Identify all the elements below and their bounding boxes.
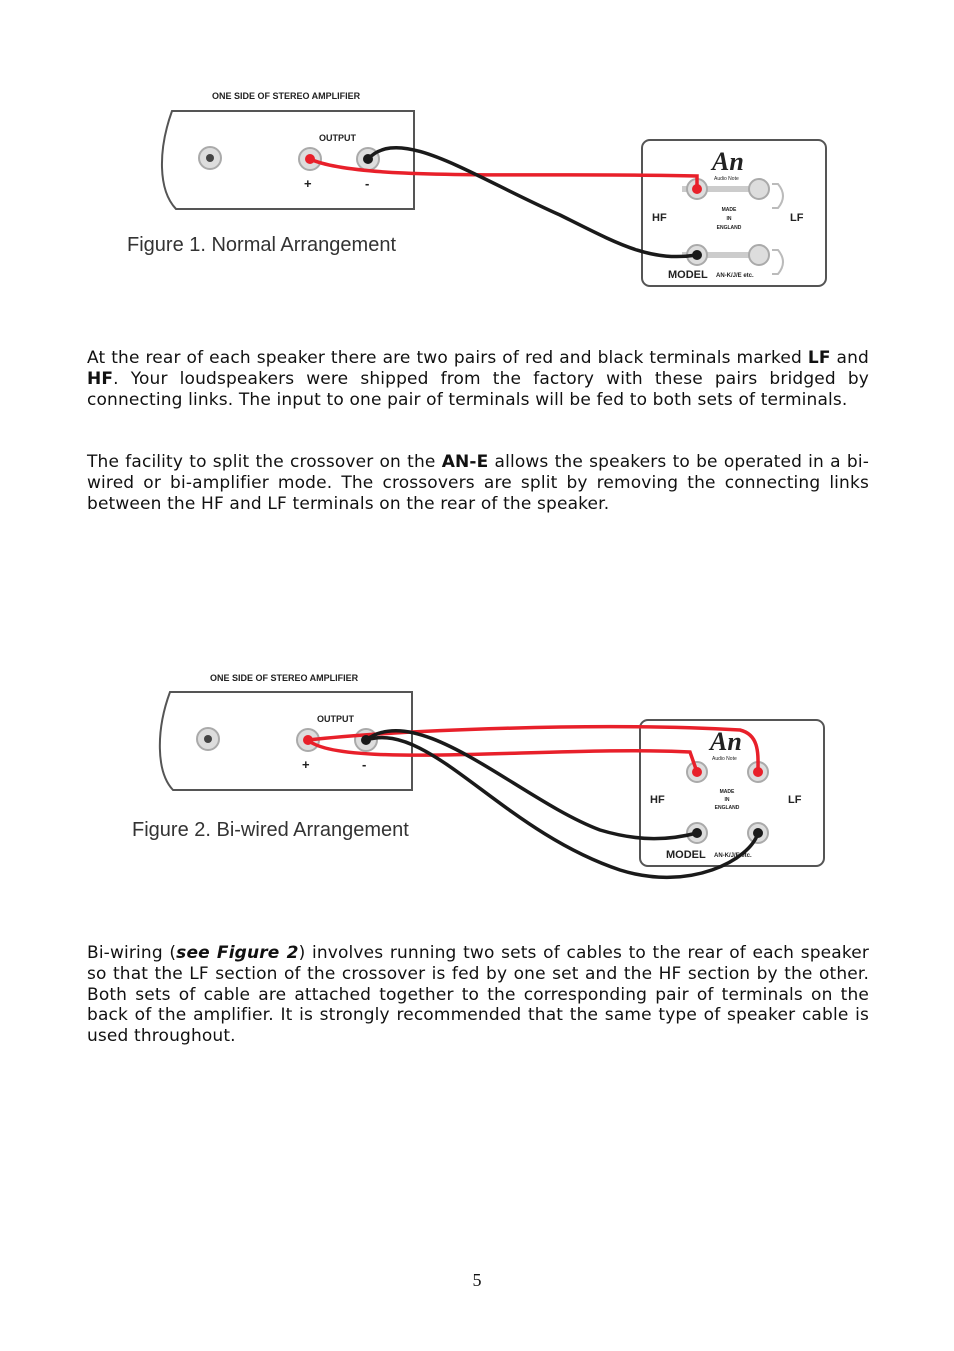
amp-label: ONE SIDE OF STEREO AMPLIFIER [212, 91, 361, 101]
lf-red-terminal-icon [749, 179, 769, 199]
minus-label: - [362, 757, 367, 772]
figure-2-caption: Figure 2. Bi-wired Arrangement [132, 819, 409, 841]
para1-bold-lf: LF [807, 348, 831, 368]
audio-note-logo-icon: An [710, 727, 742, 756]
para1-bold-hf: HF [87, 368, 114, 389]
para1-text-1: At the rear of each speaker there are two pairs of red and black terminals marked [87, 348, 808, 368]
para2-text-2: allows the speakers to be operated in a bi-wired or bi-amplifier mode. The crossovers are split by removing the connecting links between the HF and LF terminals on the rear of the speaker. [87, 452, 869, 514]
figure-1-normal-arrangement [0, 80, 954, 300]
lf-label: LF [790, 212, 804, 224]
hf-label: HF [652, 212, 667, 224]
made-in-england-3: ENGLAND [714, 805, 740, 811]
para1-text-2: and [830, 348, 869, 368]
made-in-england-1: MADE [719, 789, 735, 795]
brand-label: Audio Note [714, 176, 739, 182]
model-label: MODEL [666, 849, 706, 861]
model-code: AN-K/J/E etc. [714, 853, 752, 859]
paragraph-crossover [87, 452, 869, 514]
figure-2-diagram [0, 660, 954, 890]
model-code: AN-K/J/E etc. [716, 273, 754, 279]
made-in-england-2: IN [724, 797, 730, 803]
plus-label: + [304, 176, 312, 191]
minus-label: - [365, 176, 370, 191]
page-number: 5 [472, 1270, 482, 1290]
made-in-england-1: MADE [721, 207, 737, 213]
figure-1-diagram [0, 80, 954, 300]
para3-text-1: Bi-wiring ( [87, 943, 177, 963]
made-in-england-3: ENGLAND [716, 225, 742, 231]
plus-label: + [302, 757, 310, 772]
lf-black-terminal-icon [749, 245, 769, 265]
model-label: MODEL [668, 269, 708, 281]
amp-label: ONE SIDE OF STEREO AMPLIFIER [210, 673, 359, 683]
figure-1-caption: Figure 1. Normal Arrangement [127, 234, 397, 256]
para1-text-3: . Your loudspeakers were shipped from the factory with these pairs bridged by connecting links. The input to one pair of terminals will be fed to both sets of terminals. [87, 368, 869, 410]
para2-text-1: The facility to split the crossover on the [87, 452, 442, 472]
made-in-england-2: IN [726, 216, 732, 222]
para3-text-2: ) involves running two sets of cables to the rear of each speaker so that the LF section of the crossover is fed by one set and the HF section by the other. Both sets of cable are attached together to the corresponding pair of terminals on the back of the amplifier. It is strongly recommended that the same type of speaker cable is used throughout. [87, 943, 869, 1047]
output-label: OUTPUT [317, 714, 354, 724]
brand-label: Audio Note [712, 756, 737, 762]
output-label: OUTPUT [319, 133, 356, 143]
hf-label: HF [650, 794, 665, 806]
lf-label: LF [788, 794, 802, 806]
para3-figure-reference: see Figure 2 [176, 943, 299, 963]
paragraph-biwiring [87, 943, 869, 1047]
para2-bold-ane: AN-E [441, 452, 489, 472]
figure-2-biwired-arrangement [0, 660, 954, 890]
paragraph-terminals [87, 348, 869, 410]
audio-note-logo-icon: An [712, 147, 744, 176]
